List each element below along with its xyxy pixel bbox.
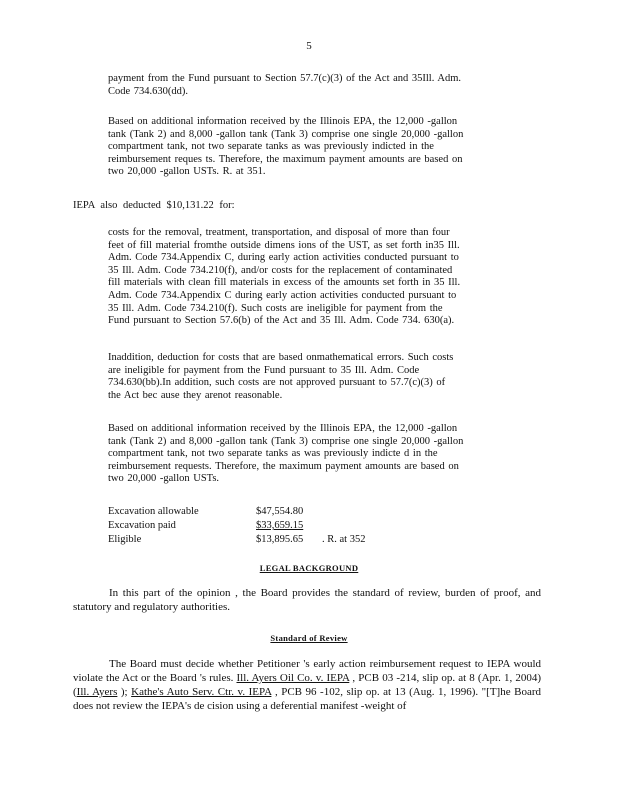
text-line: the Act bec ause they arenot reasonable. <box>108 389 283 401</box>
heading-standard-of-review <box>0 632 618 645</box>
quote-fund-payment <box>108 73 504 98</box>
text-line: Inaddition, deduction for costs that are based onmathematical errors. Such costs <box>108 352 454 363</box>
table-row <box>108 519 408 533</box>
text-line: payment from the Fund pursuant to Section 57.7(c)(3) of the Act and 35Ill. Adm. <box>108 73 462 84</box>
text-line: compartment tank, not two separate tanks as was previously indicted in the <box>108 141 434 153</box>
text-line: feet of fill material fromthe outside dimens ions of the UST, as set forth in35 Ill. <box>108 239 460 251</box>
text-line: tank (Tank 2) and 8,000 -gallon tank (Tank 3) comprise one single 20,000 -gallon <box>108 435 464 447</box>
text-line: two 20,000 -gallon USTs. R. at 351. <box>108 166 266 178</box>
text-line: reimbursement reques ts. Therefore, the maximum payment amounts are based on <box>108 153 463 165</box>
text-line: reimbursement requests. Therefore, the maximum payment amounts are based on <box>108 460 459 472</box>
standard-paragraph <box>73 657 541 713</box>
heading-text: Standard of Review <box>270 633 348 643</box>
table-row <box>108 505 408 519</box>
quote-tank-compartment <box>108 116 504 179</box>
text-line: Adm. Code 734.Appendix C, during early action activities conducted pursuant to <box>108 252 459 264</box>
text-line: Based on additional information received by the Illinois EPA, the 12,000 -gallon <box>108 116 458 127</box>
paragraph-text <box>73 657 541 713</box>
text-line: Based on additional information received by the Illinois EPA, the 12,000 -gallon <box>108 423 458 434</box>
row-amount: $33,659.15 <box>256 520 304 531</box>
heading-legal-background <box>0 562 618 575</box>
text-line: 35 Ill. Adm. Code 734.210(f). Such costs are ineligible for payment from the <box>108 302 443 314</box>
text-line: 35 Ill. Adm. Code 734.210(f), and/or costs for the replacement of contaminated <box>108 264 453 276</box>
excavation-table <box>108 505 408 547</box>
text-span: , PCB 96 -102, slip op. at 13 (Aug. 1, 1996). "[T]he Board does not review the IEPA's de cision using a deferential manifest -weight of <box>73 686 542 712</box>
row-label: Excavation allowable <box>108 506 199 517</box>
page-number: 5 <box>306 40 312 52</box>
text-line: Adm. Code 734.Appendix C during early action activities conducted pursuant to <box>108 289 457 301</box>
quote-fill-material <box>108 227 504 328</box>
row-label: Excavation paid <box>108 520 176 531</box>
text-line: are ineligible for payment from the Fund pursuant to 35 Ill. Adm. Code <box>108 364 420 376</box>
text-line: compartment tank, not two separate tanks as was previously indicte d in the <box>108 448 438 460</box>
row-amount: $47,554.80 <box>256 506 304 517</box>
text-span: , PCB 03 -214, slip op. at 8 (Apr. 1, 2004) ( <box>73 672 541 698</box>
row-amount: $13,895.65 <box>256 534 304 545</box>
case-citation: Kathe's Auto Serv. Ctr. v. IEPA <box>131 686 272 698</box>
text-line: two 20,000 -gallon USTs. <box>108 473 220 485</box>
text-line: Fund pursuant to Section 57.6(b) of the Act and 35 Ill. Adm. Code 734. 630(a). <box>108 315 455 327</box>
text-line: Code 734.630(dd). <box>108 85 189 97</box>
text-line: tank (Tank 2) and 8,000 -gallon tank (Tank 3) comprise one single 20,000 -gallon <box>108 128 464 140</box>
quote-math-errors <box>108 352 504 402</box>
text-line: 734.630(bb).In addition, such costs are not approved pursuant to 57.7(c)(3) of <box>108 377 446 389</box>
row-citation: . R. at 352 <box>322 534 366 545</box>
case-citation-short: Ill. Ayers <box>76 686 118 698</box>
quote-tank-compartment-repeat <box>108 423 504 486</box>
text-span: The Board must decide whether Petitioner 's early action reimbursement request to IEPA would violate the Act or the Board 's rules. <box>73 658 541 684</box>
heading-text: LEGAL BACKGROUND <box>259 563 359 573</box>
text-line: fill materials with clean fill materials in excess of the amounts set forth in 35 Ill. <box>108 277 461 289</box>
text-span: ); <box>117 686 132 698</box>
table-row <box>108 533 408 547</box>
legal-intro-paragraph <box>73 586 541 614</box>
row-label: Eligible <box>108 534 142 545</box>
case-citation: Ill. Ayers Oil Co. v. IEPA <box>236 672 350 684</box>
paragraph-text: In this part of the opinion , the Board provides the standard of review, burden of proof, and statutory and regulatory authorities. <box>73 587 541 613</box>
text-line: costs for the removal, treatment, transportation, and disposal of more than four <box>108 227 450 238</box>
deduction-lead-line: IEPA also deducted $10,131.22 for: <box>73 200 235 211</box>
